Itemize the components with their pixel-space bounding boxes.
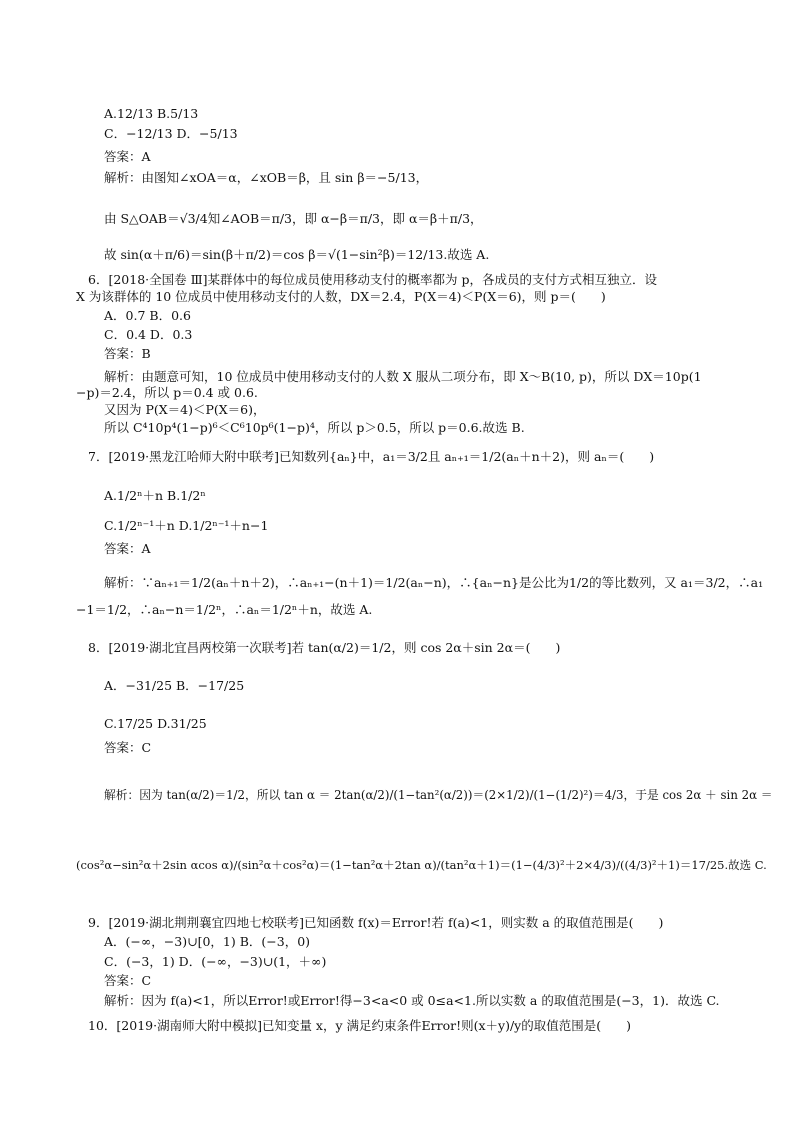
text-line: 答案：B (104, 346, 151, 361)
text-line: 解析：∵aₙ₊₁＝1/2(aₙ＋n＋2)，∴aₙ₊₁−(n＋1)＝1/2(aₙ−n)，∴{aₙ−n}是公比为1/2的等比数列，又 a₁＝3/2，∴a₁ (104, 575, 764, 590)
text-line: 解析：因为 f(a)<1，所以Error!或Error!得−3<a<0 或 0≤a<1.所以实数 a 的取值范围是(−3，1)．故选 C. (104, 993, 720, 1008)
text-line: 答案：C (104, 740, 152, 755)
text-line: 解析：由图知∠xOA＝α，∠xOB＝β，且 sin β＝−5/13， (104, 170, 429, 185)
text-line: 解析：因为 tan(α/2)＝1/2，所以 tan α ＝ 2tan(α/2)/(1−tan²(α/2))＝(2×1/2)/(1−(1/2)²)＝4/3，于是 cos 2α ＋ sin 2α ＝ (104, 788, 773, 802)
text-line: X 为该群体的 10 位成员中使用移动支付的人数，DX＝2.4，P(X＝4)＜P(X＝6)，则 p＝( ) (76, 289, 606, 304)
text-line: A.12/13 B.5/13 (104, 106, 199, 121)
text-line: 9．[2019·湖北荆荆襄宜四地七校联考]已知函数 f(x)＝Error!若 f(a)<1，则实数 a 的取值范围是( ) (88, 915, 664, 930)
text-line: C.17/25 D.31/25 (104, 716, 207, 731)
text-line: C．0.4 D．0.3 (104, 327, 193, 342)
text-line: (cos²α−sin²α＋2sin αcos α)/(sin²α＋cos²α)＝(1−tan²α＋2tan α)/(tan²α＋1)＝(1−(4/3)²＋2×4/3)/((4/3)²＋1)＝17/25.故选 C. (76, 858, 767, 872)
text-line: C．−12/13 D．−5/13 (104, 126, 238, 141)
text-line: A．(−∞，−3)∪[0，1) B．(−3，0) (104, 934, 311, 949)
text-line: −1＝1/2，∴aₙ−n＝1/2ⁿ，∴aₙ＝1/2ⁿ＋n，故选 A. (76, 602, 373, 617)
text-line: 故 sin(α＋π/6)＝sin(β＋π/2)＝cos β＝√(1−sin²β)＝12/13.故选 A. (104, 247, 490, 262)
text-line: A．0.7 B．0.6 (104, 308, 191, 323)
text-line: C.1/2ⁿ⁻¹＋n D.1/2ⁿ⁻¹＋n−1 (104, 518, 269, 533)
text-line: 答案：C (104, 973, 152, 988)
text-line: 7．[2019·黑龙江哈师大附中联考]已知数列{aₙ}中，a₁＝3/2且 aₙ₊₁＝1/2(aₙ＋n＋2)，则 aₙ＝( ) (88, 449, 655, 464)
text-line: 又因为 P(X＝4)＜P(X＝6)， (104, 402, 266, 417)
text-line: C．(−3，1) D．(−∞，−3)∪(1，＋∞) (104, 954, 327, 969)
text-line: 答案：A (104, 149, 151, 164)
text-line: A.1/2ⁿ＋n B.1/2ⁿ (104, 488, 206, 503)
text-line: A．−31/25 B．−17/25 (104, 678, 245, 693)
text-line: 解析：由题意可知，10 位成员中使用移动支付的人数 X 服从二项分布，即 X～B(10, p)，所以 DX＝10p(1 (104, 369, 702, 384)
text-line: 答案：A (104, 541, 151, 556)
text-line: 8．[2019·湖北宜昌两校第一次联考]若 tan(α/2)＝1/2，则 cos 2α＋sin 2α＝( ) (88, 640, 561, 655)
text-line: 由 S△OAB＝√3/4知∠AOB＝π/3，即 α−β＝π/3，即 α＝β＋π/3， (104, 211, 483, 226)
text-line: −p)＝2.4，所以 p＝0.4 或 0.6. (76, 385, 258, 400)
text-line: 6．[2018·全国卷 Ⅲ]某群体中的每位成员使用移动支付的概率都为 p，各成员的支付方式相互独立．设 (88, 272, 657, 287)
text-line: 10．[2019·湖南师大附中模拟]已知变量 x，y 满足约束条件Error!则(x＋y)/y的取值范围是( ) (88, 1018, 631, 1033)
text-line: 所以 C⁴10p⁴(1−p)⁶＜C⁶10p⁶(1−p)⁴，所以 p＞0.5，所以 p＝0.6.故选 B. (104, 420, 525, 435)
